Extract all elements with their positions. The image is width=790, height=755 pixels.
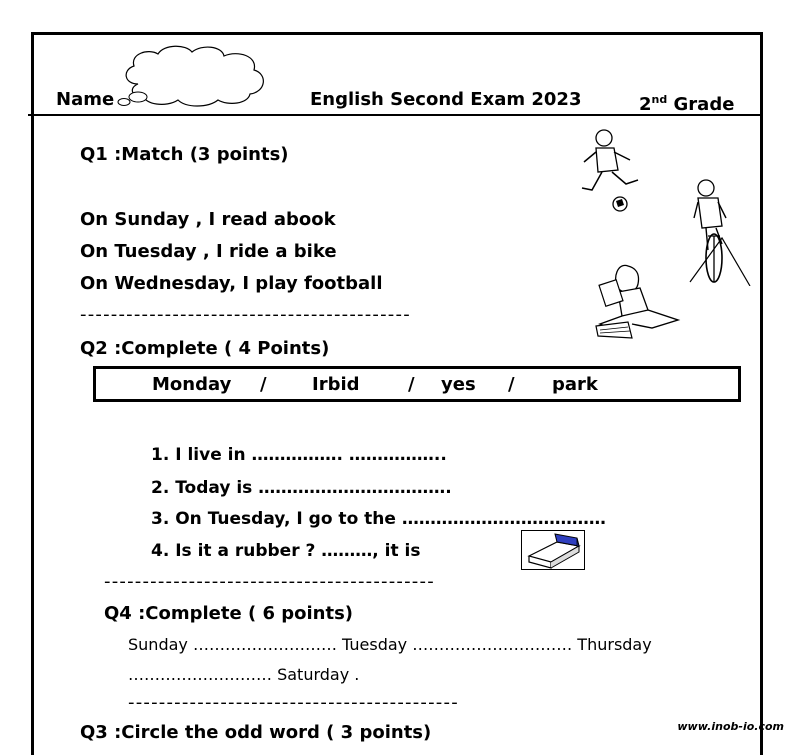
q2-item-text: Today is ……………………………. [175, 478, 452, 498]
q2-item [151, 540, 420, 562]
word-bank-separator: / [260, 374, 267, 395]
cyclist-image [686, 178, 752, 286]
grade-word: Grade [673, 94, 735, 115]
q2-item-number: 1. [151, 445, 170, 465]
word-bank-separator: / [408, 374, 415, 395]
grade-number: 2 [639, 94, 652, 115]
q2-item-text: Is it a rubber ? ………, it is [175, 541, 421, 561]
watermark-text: www.inob-io.com [677, 720, 784, 733]
word-bank-word: Monday [152, 374, 232, 395]
q1-title: Q1 :Match (3 points) [80, 144, 289, 165]
q4-line: Sunday ……………………… Tuesday ………………………… Thursday [128, 635, 652, 654]
q2-item-number: 2. [151, 478, 170, 498]
rubber-eraser-image [521, 530, 585, 570]
football-player-image [574, 126, 646, 214]
q1-item: On Wednesday, I play football [80, 273, 383, 294]
q2-item [151, 508, 606, 530]
word-bank-word: yes [441, 374, 476, 395]
grade-label [639, 89, 734, 116]
word-bank-word: park [552, 374, 598, 395]
grade-suffix: nd [651, 93, 668, 106]
q1-item: On Tuesday , I ride a bike [80, 241, 337, 262]
thought-cloud-icon [110, 42, 275, 110]
separator-dashes: ------------------------------------------- [104, 571, 435, 592]
q2-item-text: I live in ……………. …………….. [175, 445, 447, 465]
reading-girl-image [592, 258, 684, 342]
q2-title: Q2 :Complete ( 4 Points) [80, 338, 330, 359]
q2-item [151, 444, 447, 466]
name-label: Name [56, 89, 115, 110]
word-bank-separator: / [508, 374, 515, 395]
q2-item-text: On Tuesday, I go to the ……………………………… [175, 509, 606, 529]
q2-item [151, 477, 452, 499]
q2-item-number: 3. [151, 509, 170, 529]
q4-title: Q4 :Complete ( 6 points) [104, 603, 354, 624]
separator-dashes: ------------------------------------------- [80, 304, 411, 325]
q4-line: ……………………… Saturday . [128, 665, 360, 684]
exam-title: English Second Exam 2023 [310, 89, 582, 110]
separator-dashes: ------------------------------------------- [128, 692, 459, 713]
q1-item: On Sunday , I read abook [80, 209, 336, 230]
word-bank-word: Irbid [312, 374, 360, 395]
q3-title: Q3 :Circle the odd word ( 3 points) [80, 722, 432, 743]
q2-item-number: 4. [151, 541, 170, 561]
word-bank-box [93, 366, 741, 402]
